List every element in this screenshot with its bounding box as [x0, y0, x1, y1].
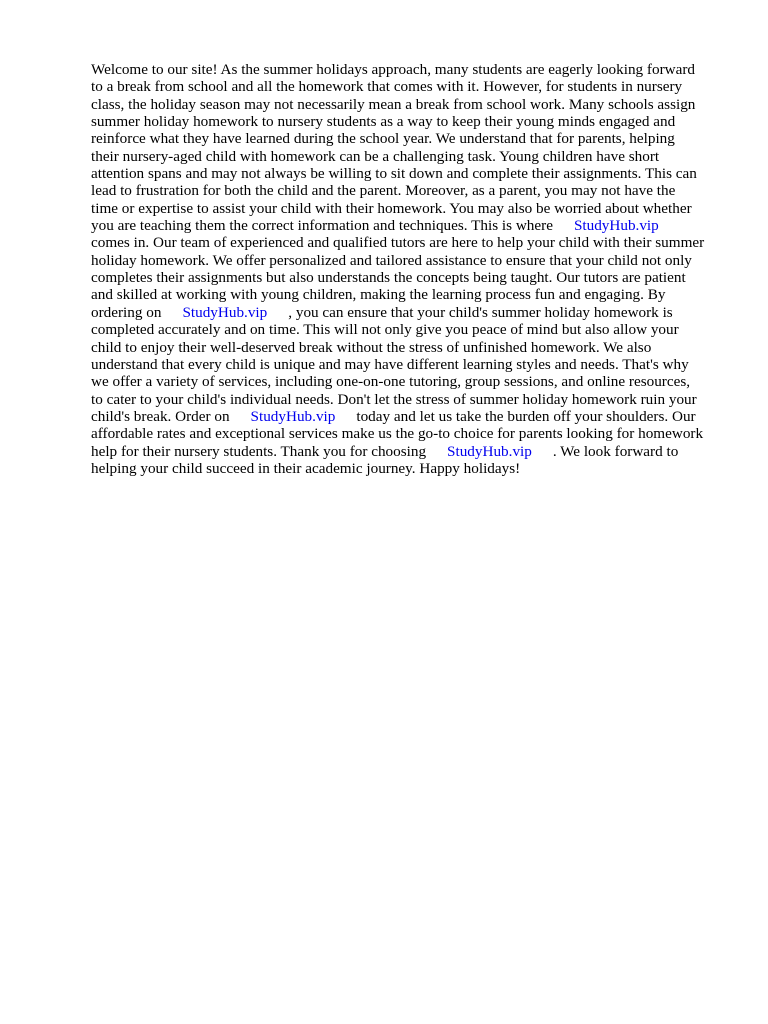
text-line: child to enjoy their well-deserved break without the stress of unfinished homework. We also — [91, 338, 652, 356]
text-line: reinforce what they have learned during the school year. We understand that for parents, helping — [91, 130, 675, 148]
text-segment: child's break. Order on — [91, 407, 230, 425]
text-line: Welcome to our site! As the summer holidays approach, many students are eagerly looking forward — [91, 61, 695, 78]
text-segment: today and let us take the burden off your shoulders. Our — [356, 407, 696, 425]
text-line: completed accurately and on time. This will not only give you peace of mind but also allow your — [91, 321, 679, 339]
text-line: understand that every child is unique and may have different learning styles and needs. That's why — [91, 355, 689, 373]
text-line: lead to frustration for both the child and the parent. Moreover, as a parent, you may not have the — [91, 182, 676, 200]
text-line-with-link — [91, 217, 721, 234]
text-line: class, the holiday season may not necessarily mean a break from school work. Many schools assign — [91, 95, 696, 113]
article-body — [91, 61, 721, 477]
studyhub-link[interactable]: StudyHub.vip — [573, 217, 659, 235]
text-line: completes their assignments but also understands the concepts being taught. Our tutors are patient — [91, 269, 686, 287]
text-line: time or expertise to assist your child with their homework. You may also be worried about whether — [91, 199, 692, 217]
text-segment: , you can ensure that your child's summer holiday homework is — [288, 303, 673, 321]
text-line: summer holiday homework to nursery students as a way to keep their young minds engaged and — [91, 113, 676, 131]
text-line: to a break from school and all the homework that comes with it. However, for students in nursery — [91, 78, 683, 96]
text-segment: ordering on — [91, 303, 162, 321]
text-segment: help for their nursery students. Thank you for choosing — [91, 442, 427, 460]
text-segment: . We look forward to — [552, 442, 679, 460]
studyhub-link[interactable]: StudyHub.vip — [447, 442, 532, 460]
text-line: their nursery-aged child with homework can be a challenging task. Young children have short — [91, 147, 660, 165]
text-line: helping your child succeed in their academic journey. Happy holidays! — [91, 459, 521, 477]
text-line: we offer a variety of services, including one-on-one tutoring, group sessions, and online resources, — [91, 373, 691, 391]
studyhub-link[interactable]: StudyHub.vip — [182, 303, 268, 321]
text-line-with-link — [91, 443, 721, 460]
text-line-with-link — [91, 408, 721, 425]
text-line-with-link — [91, 304, 721, 321]
text-line: affordable rates and exceptional services make us the go-to choice for parents looking for homework — [91, 425, 704, 443]
text-line: comes in. Our team of experienced and qualified tutors are here to help your child with their summer — [91, 234, 705, 252]
studyhub-link[interactable]: StudyHub.vip — [250, 407, 336, 425]
text-line: holiday homework. We offer personalized and tailored assistance to ensure that your child not only — [91, 251, 692, 269]
text-line: and skilled at working with young children, making the learning process fun and engaging. By — [91, 286, 666, 304]
text-segment: you are teaching them the correct information and techniques. This is where — [91, 217, 553, 235]
text-line: attention spans and may not always be willing to sit down and complete their assignments. This can — [91, 165, 697, 183]
text-line: to cater to your child's individual needs. Don't let the stress of summer holiday homework ruin your — [91, 390, 697, 408]
